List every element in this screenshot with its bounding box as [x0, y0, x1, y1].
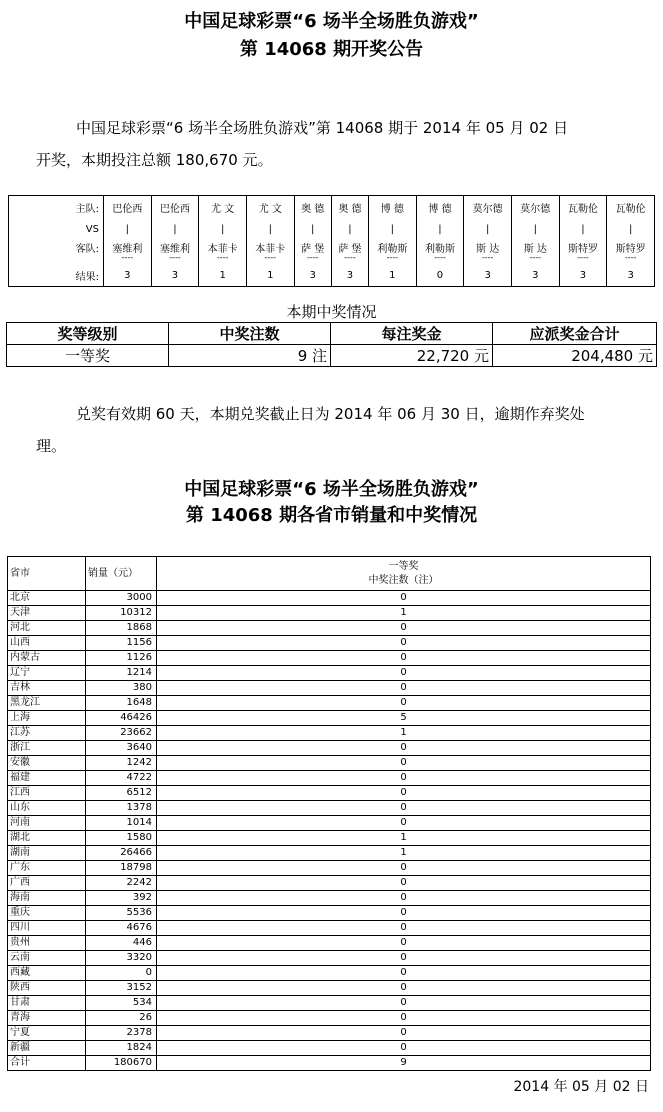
province-sales: 2378	[86, 1026, 157, 1041]
province-row	[8, 651, 651, 666]
province-row	[8, 966, 651, 981]
province-row	[8, 981, 651, 996]
match-away-team: 斯特罗	[567, 244, 598, 255]
province-winners: 1	[157, 831, 651, 846]
notice-line2: 理。	[36, 437, 67, 455]
province-sales: 534	[86, 996, 157, 1011]
province-name: 云南	[8, 951, 86, 966]
province-name: 内蒙古	[8, 651, 86, 666]
province-name: 甘肃	[8, 996, 86, 1011]
province-winners: 0	[157, 936, 651, 951]
province-sales: 3640	[86, 741, 157, 756]
province-row	[8, 891, 651, 906]
match-result: 3	[294, 264, 331, 287]
province-winners: 0	[157, 951, 651, 966]
match-home-team: 瓦勒伦	[559, 196, 607, 219]
match-vs-separator: |	[416, 218, 464, 240]
province-winners: 0	[157, 621, 651, 636]
province-winners: 0	[157, 741, 651, 756]
province-row	[8, 876, 651, 891]
match-away-dash: ----	[577, 253, 589, 262]
province-row	[8, 1041, 651, 1056]
match-home-team: 博 德	[369, 196, 417, 219]
match-away-dash: ----	[481, 253, 494, 262]
province-sales: 1214	[86, 666, 157, 681]
province-sales: 3320	[86, 951, 157, 966]
province-name: 四川	[8, 921, 86, 936]
home-label: 主队:	[75, 203, 99, 215]
province-row	[8, 696, 651, 711]
match-result: 1	[199, 264, 247, 287]
province-name: 江苏	[8, 726, 86, 741]
match-vs-separator: |	[369, 218, 417, 240]
match-vs-separator: |	[104, 218, 152, 240]
province-name: 辽宁	[8, 666, 86, 681]
province-name: 浙江	[8, 741, 86, 756]
match-vs-separator: |	[559, 218, 607, 240]
province-sales: 6512	[86, 786, 157, 801]
province-name: 广东	[8, 861, 86, 876]
province-sales: 1126	[86, 651, 157, 666]
province-winners: 0	[157, 1041, 651, 1056]
province-name: 湖北	[8, 831, 86, 846]
notice-paragraph	[36, 398, 656, 462]
province-header-prize-label: 一等奖	[388, 560, 419, 572]
match-result: 3	[559, 264, 607, 287]
prize-header-level: 奖等级别	[7, 323, 169, 345]
province-sales: 0	[86, 966, 157, 981]
province-name: 西藏	[8, 966, 86, 981]
match-result: 3	[464, 264, 512, 287]
province-name: 福建	[8, 771, 86, 786]
province-winners: 0	[157, 891, 651, 906]
match-away-cell	[416, 240, 464, 264]
match-result: 3	[607, 264, 655, 287]
province-name: 天津	[8, 606, 86, 621]
province-winners: 0	[157, 591, 651, 606]
province-name: 河北	[8, 621, 86, 636]
province-sales: 1378	[86, 801, 157, 816]
province-name: 吉林	[8, 681, 86, 696]
prize-per: 22,720 元	[331, 345, 493, 367]
match-away-dash: ----	[264, 253, 277, 262]
province-name: 合计	[8, 1056, 86, 1071]
match-away-dash: ----	[344, 253, 356, 262]
match-away-cell	[246, 240, 294, 264]
province-header-prize	[157, 557, 651, 591]
match-home-team: 奥 德	[294, 196, 331, 219]
province-winners: 0	[157, 651, 651, 666]
province-row	[8, 636, 651, 651]
home-row	[9, 196, 655, 219]
province-name: 上海	[8, 711, 86, 726]
match-away-cell	[464, 240, 512, 264]
province-row	[8, 921, 651, 936]
province-row	[8, 741, 651, 756]
province-winners: 0	[157, 1026, 651, 1041]
match-result: 3	[331, 264, 368, 287]
intro-line2: 开奖，本期投注总额 180,670 元。	[36, 151, 273, 169]
match-away-dash: ----	[121, 253, 134, 262]
province-row	[8, 1011, 651, 1026]
match-away-team: 本菲卡	[207, 244, 238, 255]
sales-subtitle: 第 14068 期各省市销量和中奖情况	[185, 505, 478, 526]
vs-label: VS	[85, 223, 99, 235]
province-winners: 0	[157, 786, 651, 801]
prize-header-per: 每注奖金	[331, 323, 493, 345]
intro-line1: 中国足球彩票“6 场半全场胜负游戏”第 14068 期于 2014 年 05 月 02 日	[76, 119, 569, 137]
province-winners: 0	[157, 636, 651, 651]
match-away-team: 斯 达	[476, 244, 500, 255]
province-name: 黑龙江	[8, 696, 86, 711]
sales-title: 中国足球彩票“6 场半全场胜负游戏”	[184, 479, 479, 500]
province-sales: 392	[86, 891, 157, 906]
announcement-issue: 第 14068 期开奖公告	[239, 39, 424, 60]
province-sales: 10312	[86, 606, 157, 621]
prize-total: 204,480 元	[493, 345, 657, 367]
province-winners: 0	[157, 816, 651, 831]
prize-header-row	[7, 323, 657, 345]
province-name: 山东	[8, 801, 86, 816]
province-sales: 180670	[86, 1056, 157, 1071]
match-away-cell	[559, 240, 607, 264]
match-away-team: 萨 堡	[301, 244, 325, 255]
province-row	[8, 861, 651, 876]
province-winners: 0	[157, 861, 651, 876]
province-winners: 0	[157, 801, 651, 816]
match-away-dash: ----	[434, 253, 446, 262]
province-name: 新疆	[8, 1041, 86, 1056]
province-name: 山西	[8, 636, 86, 651]
match-vs-separator: |	[199, 218, 247, 240]
province-name: 湖南	[8, 846, 86, 861]
match-home-team: 尤 文	[199, 196, 247, 219]
province-winners: 5	[157, 711, 651, 726]
announcement-title: 中国足球彩票“6 场半全场胜负游戏”	[184, 11, 479, 32]
match-result: 1	[246, 264, 294, 287]
match-away-cell	[331, 240, 368, 264]
match-away-team: 萨 堡	[338, 244, 362, 255]
province-sales: 5536	[86, 906, 157, 921]
match-vs-separator: |	[246, 218, 294, 240]
province-name: 重庆	[8, 906, 86, 921]
match-home-team: 莫尔德	[511, 196, 559, 219]
province-winners: 0	[157, 696, 651, 711]
match-home-team: 巴伦西	[151, 196, 199, 219]
province-sales: 1014	[86, 816, 157, 831]
match-away-team: 本菲卡	[255, 244, 286, 255]
province-name: 青海	[8, 1011, 86, 1026]
province-row	[8, 786, 651, 801]
province-sales: 1580	[86, 831, 157, 846]
vs-row	[9, 218, 655, 240]
province-sales: 4676	[86, 921, 157, 936]
province-row	[8, 906, 651, 921]
province-row	[8, 666, 651, 681]
province-row	[8, 996, 651, 1011]
match-away-team: 塞维利	[159, 244, 190, 255]
province-row	[8, 951, 651, 966]
province-row	[8, 726, 651, 741]
province-winners: 0	[157, 966, 651, 981]
match-away-team: 利勒斯	[377, 244, 408, 255]
province-winners: 0	[157, 681, 651, 696]
province-sales: 18798	[86, 861, 157, 876]
match-home-team: 奥 德	[331, 196, 368, 219]
match-result: 3	[151, 264, 199, 287]
away-row	[9, 240, 655, 264]
province-sales: 26466	[86, 846, 157, 861]
province-row	[8, 1026, 651, 1041]
match-away-cell	[511, 240, 559, 264]
match-home-team: 瓦勒伦	[607, 196, 655, 219]
match-away-cell	[294, 240, 331, 264]
match-away-cell	[369, 240, 417, 264]
prize-header-count: 中奖注数	[169, 323, 331, 345]
province-name: 海南	[8, 891, 86, 906]
match-away-team: 塞维利	[112, 244, 143, 255]
province-sales: 1156	[86, 636, 157, 651]
province-row	[8, 831, 651, 846]
province-winners: 0	[157, 921, 651, 936]
province-winners: 0	[157, 771, 651, 786]
province-sales: 2242	[86, 876, 157, 891]
province-row	[8, 756, 651, 771]
result-row	[9, 264, 655, 287]
province-winners: 0	[157, 981, 651, 996]
prize-level: 一等奖	[7, 345, 169, 367]
match-away-dash: ----	[306, 253, 319, 262]
province-name: 广西	[8, 876, 86, 891]
match-vs-separator: |	[511, 218, 559, 240]
province-winners: 1	[157, 606, 651, 621]
match-away-cell	[151, 240, 199, 264]
province-sales: 1824	[86, 1041, 157, 1056]
prize-row	[7, 345, 657, 367]
match-vs-separator: |	[607, 218, 655, 240]
province-winners: 0	[157, 756, 651, 771]
match-away-team: 斯特罗	[615, 244, 646, 255]
intro-paragraph	[36, 112, 656, 176]
province-sales: 1242	[86, 756, 157, 771]
province-sales: 4722	[86, 771, 157, 786]
province-sales-table	[7, 556, 651, 1071]
footer-date: 2014 年 05 月 02 日	[513, 1079, 649, 1095]
province-sales: 3000	[86, 591, 157, 606]
match-result: 3	[104, 264, 152, 287]
province-row	[8, 1056, 651, 1071]
match-away-dash: ----	[169, 253, 181, 262]
province-name: 陕西	[8, 981, 86, 996]
province-sales: 3152	[86, 981, 157, 996]
match-home-team: 博 德	[416, 196, 464, 219]
province-sales: 23662	[86, 726, 157, 741]
prize-count: 9 注	[169, 345, 331, 367]
match-away-team: 利勒斯	[424, 244, 455, 255]
match-vs-separator: |	[331, 218, 368, 240]
notice-line1: 兑奖有效期 60 天，本期兑奖截止日为 2014 年 06 月 30 日，逾期作弃奖处	[76, 405, 585, 423]
province-row	[8, 801, 651, 816]
province-row	[8, 846, 651, 861]
match-away-dash: ----	[624, 253, 637, 262]
province-sales: 380	[86, 681, 157, 696]
result-label: 结果:	[75, 271, 99, 283]
match-results-table	[8, 195, 655, 287]
match-home-team: 莫尔德	[464, 196, 512, 219]
province-sales: 1648	[86, 696, 157, 711]
province-row	[8, 621, 651, 636]
province-name: 贵州	[8, 936, 86, 951]
match-vs-separator: |	[464, 218, 512, 240]
province-row	[8, 771, 651, 786]
match-vs-separator: |	[151, 218, 199, 240]
province-header-count: 中奖注数（注）	[368, 574, 439, 586]
prize-table	[6, 322, 657, 367]
away-label: 客队:	[75, 244, 99, 255]
province-winners: 0	[157, 996, 651, 1011]
match-away-cell	[104, 240, 152, 264]
province-name: 宁夏	[8, 1026, 86, 1041]
province-sales: 46426	[86, 711, 157, 726]
province-header-name: 省市	[8, 557, 86, 591]
match-away-dash: ----	[529, 253, 542, 262]
match-result: 3	[511, 264, 559, 287]
province-winners: 0	[157, 876, 651, 891]
province-name: 河南	[8, 816, 86, 831]
province-sales: 1868	[86, 621, 157, 636]
province-row	[8, 606, 651, 621]
match-result: 0	[416, 264, 464, 287]
province-winners: 0	[157, 906, 651, 921]
province-row	[8, 816, 651, 831]
match-home-team: 尤 文	[246, 196, 294, 219]
match-away-dash: ----	[216, 253, 229, 262]
province-header-sales: 销量（元）	[86, 557, 157, 591]
province-row	[8, 681, 651, 696]
match-away-cell	[199, 240, 247, 264]
match-away-dash: ----	[386, 253, 399, 262]
province-sales: 26	[86, 1011, 157, 1026]
match-away-team: 斯 达	[523, 244, 547, 255]
prize-caption: 本期中奖情况	[286, 303, 377, 321]
province-name: 安徽	[8, 756, 86, 771]
province-winners: 0	[157, 666, 651, 681]
province-row	[8, 936, 651, 951]
match-vs-separator: |	[294, 218, 331, 240]
province-header-row	[8, 557, 651, 591]
province-name: 北京	[8, 591, 86, 606]
prize-header-total: 应派奖金合计	[493, 323, 657, 345]
province-winners: 1	[157, 846, 651, 861]
province-row	[8, 711, 651, 726]
province-winners: 9	[157, 1056, 651, 1071]
match-away-cell	[607, 240, 655, 264]
match-home-team: 巴伦西	[104, 196, 152, 219]
match-result: 1	[369, 264, 417, 287]
province-sales: 446	[86, 936, 157, 951]
province-name: 江西	[8, 786, 86, 801]
province-winners: 0	[157, 1011, 651, 1026]
province-row	[8, 591, 651, 606]
province-winners: 1	[157, 726, 651, 741]
